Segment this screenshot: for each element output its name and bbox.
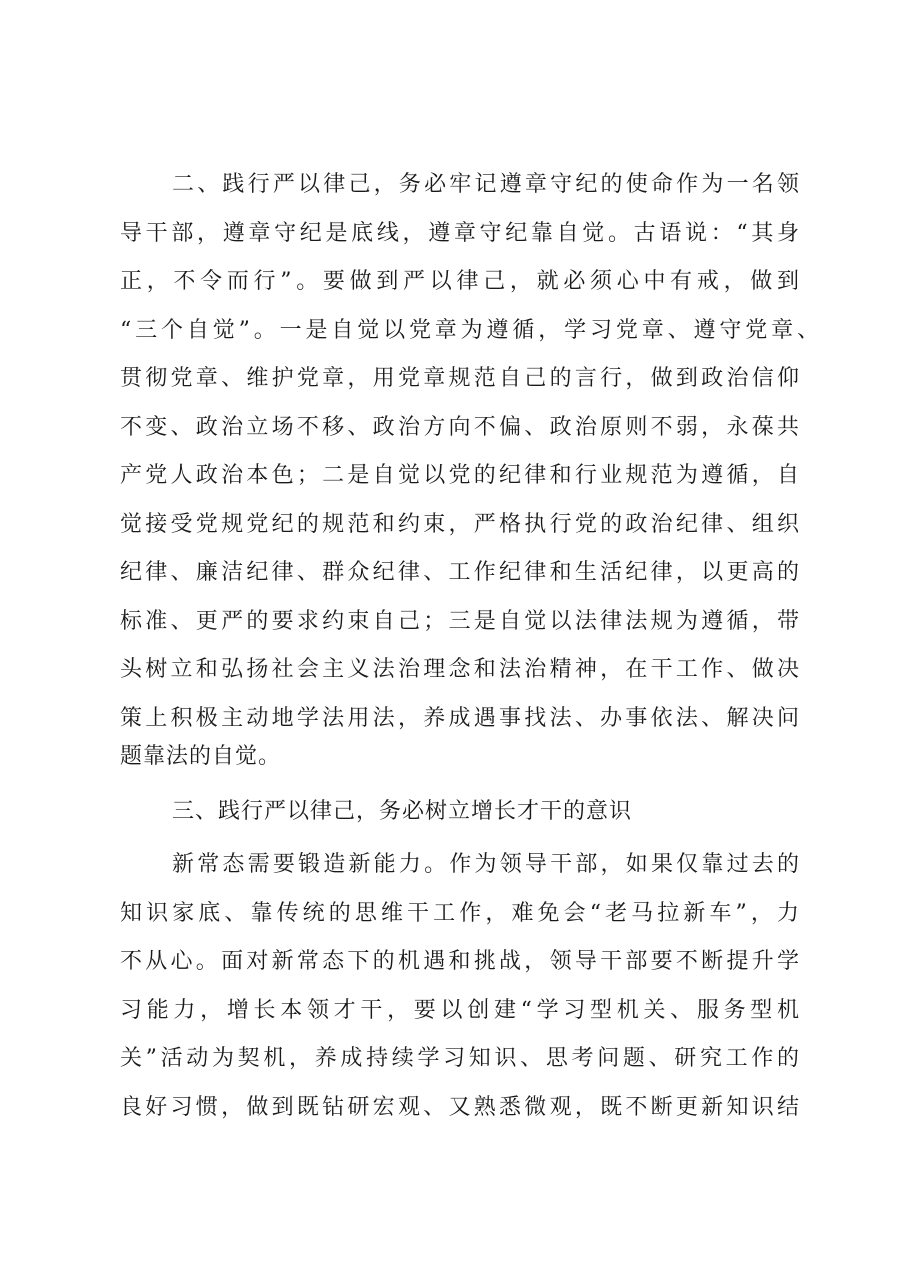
paragraph-line: 二、践行严以律己，务必牢记遵章守纪的使命作为一名领 — [172, 172, 800, 197]
paragraph-line: 不从心。面对新常态下的机遇和挑战，领导干部要不断提升学 — [120, 949, 800, 974]
paragraph-line: 贯彻党章、维护党章，用党章规范自己的言行，做到政治信仰 — [120, 366, 800, 391]
paragraph-line: 不变、政治立场不移、政治方向不偏、政治原则不弱，永葆共 — [120, 415, 800, 440]
paragraph-line: 新常态需要锻造新能力。作为领导干部，如果仅靠过去的 — [172, 852, 800, 877]
paragraph-line: “三个自觉”。一是自觉以党章为遵循，学习党章、遵守党章、 — [120, 318, 820, 343]
paragraph-line: 头树立和弘扬社会主义法治理念和法治精神，在干工作、做决 — [120, 657, 800, 682]
paragraph-line: 习能力，增长本领才干，要以创建“学习型机关、服务型机 — [120, 998, 800, 1023]
paragraph-line: 觉接受党规党纪的规范和约束，严格执行党的政治纪律、组织 — [120, 512, 800, 537]
paragraph-line: 产党人政治本色；二是自觉以党的纪律和行业规范为遵循，自 — [120, 463, 800, 488]
paragraph-line: 关”活动为契机，养成持续学习知识、思考问题、研究工作的 — [120, 1046, 800, 1071]
paragraph-line: 正，不令而行”。要做到严以律己，就必须心中有戒，做到 — [120, 269, 800, 294]
paragraph-line: 良好习惯，做到既钻研宏观、又熟悉微观，既不断更新知识结 — [120, 1095, 800, 1120]
paragraph-line: 纪律、廉洁纪律、群众纪律、工作纪律和生活纪律，以更高的 — [120, 560, 800, 585]
paragraph-line: 标准、更严的要求约束自己；三是自觉以法律法规为遵循，带 — [120, 609, 800, 634]
section-heading-text: 三、践行严以律己，务必树立增长才干的意识 — [172, 799, 633, 824]
paragraph-line: 导干部，遵章守纪是底线，遵章守纪靠自觉。古语说：“其身 — [120, 221, 800, 246]
paragraph-line: 题靠法的自觉。 — [120, 744, 282, 769]
paragraph-line: 策上积极主动地学法用法，养成遇事找法、办事依法、解决问 — [120, 706, 800, 731]
paragraph-line: 知识家底、靠传统的思维干工作，难免会“老马拉新车”，力 — [120, 901, 800, 926]
